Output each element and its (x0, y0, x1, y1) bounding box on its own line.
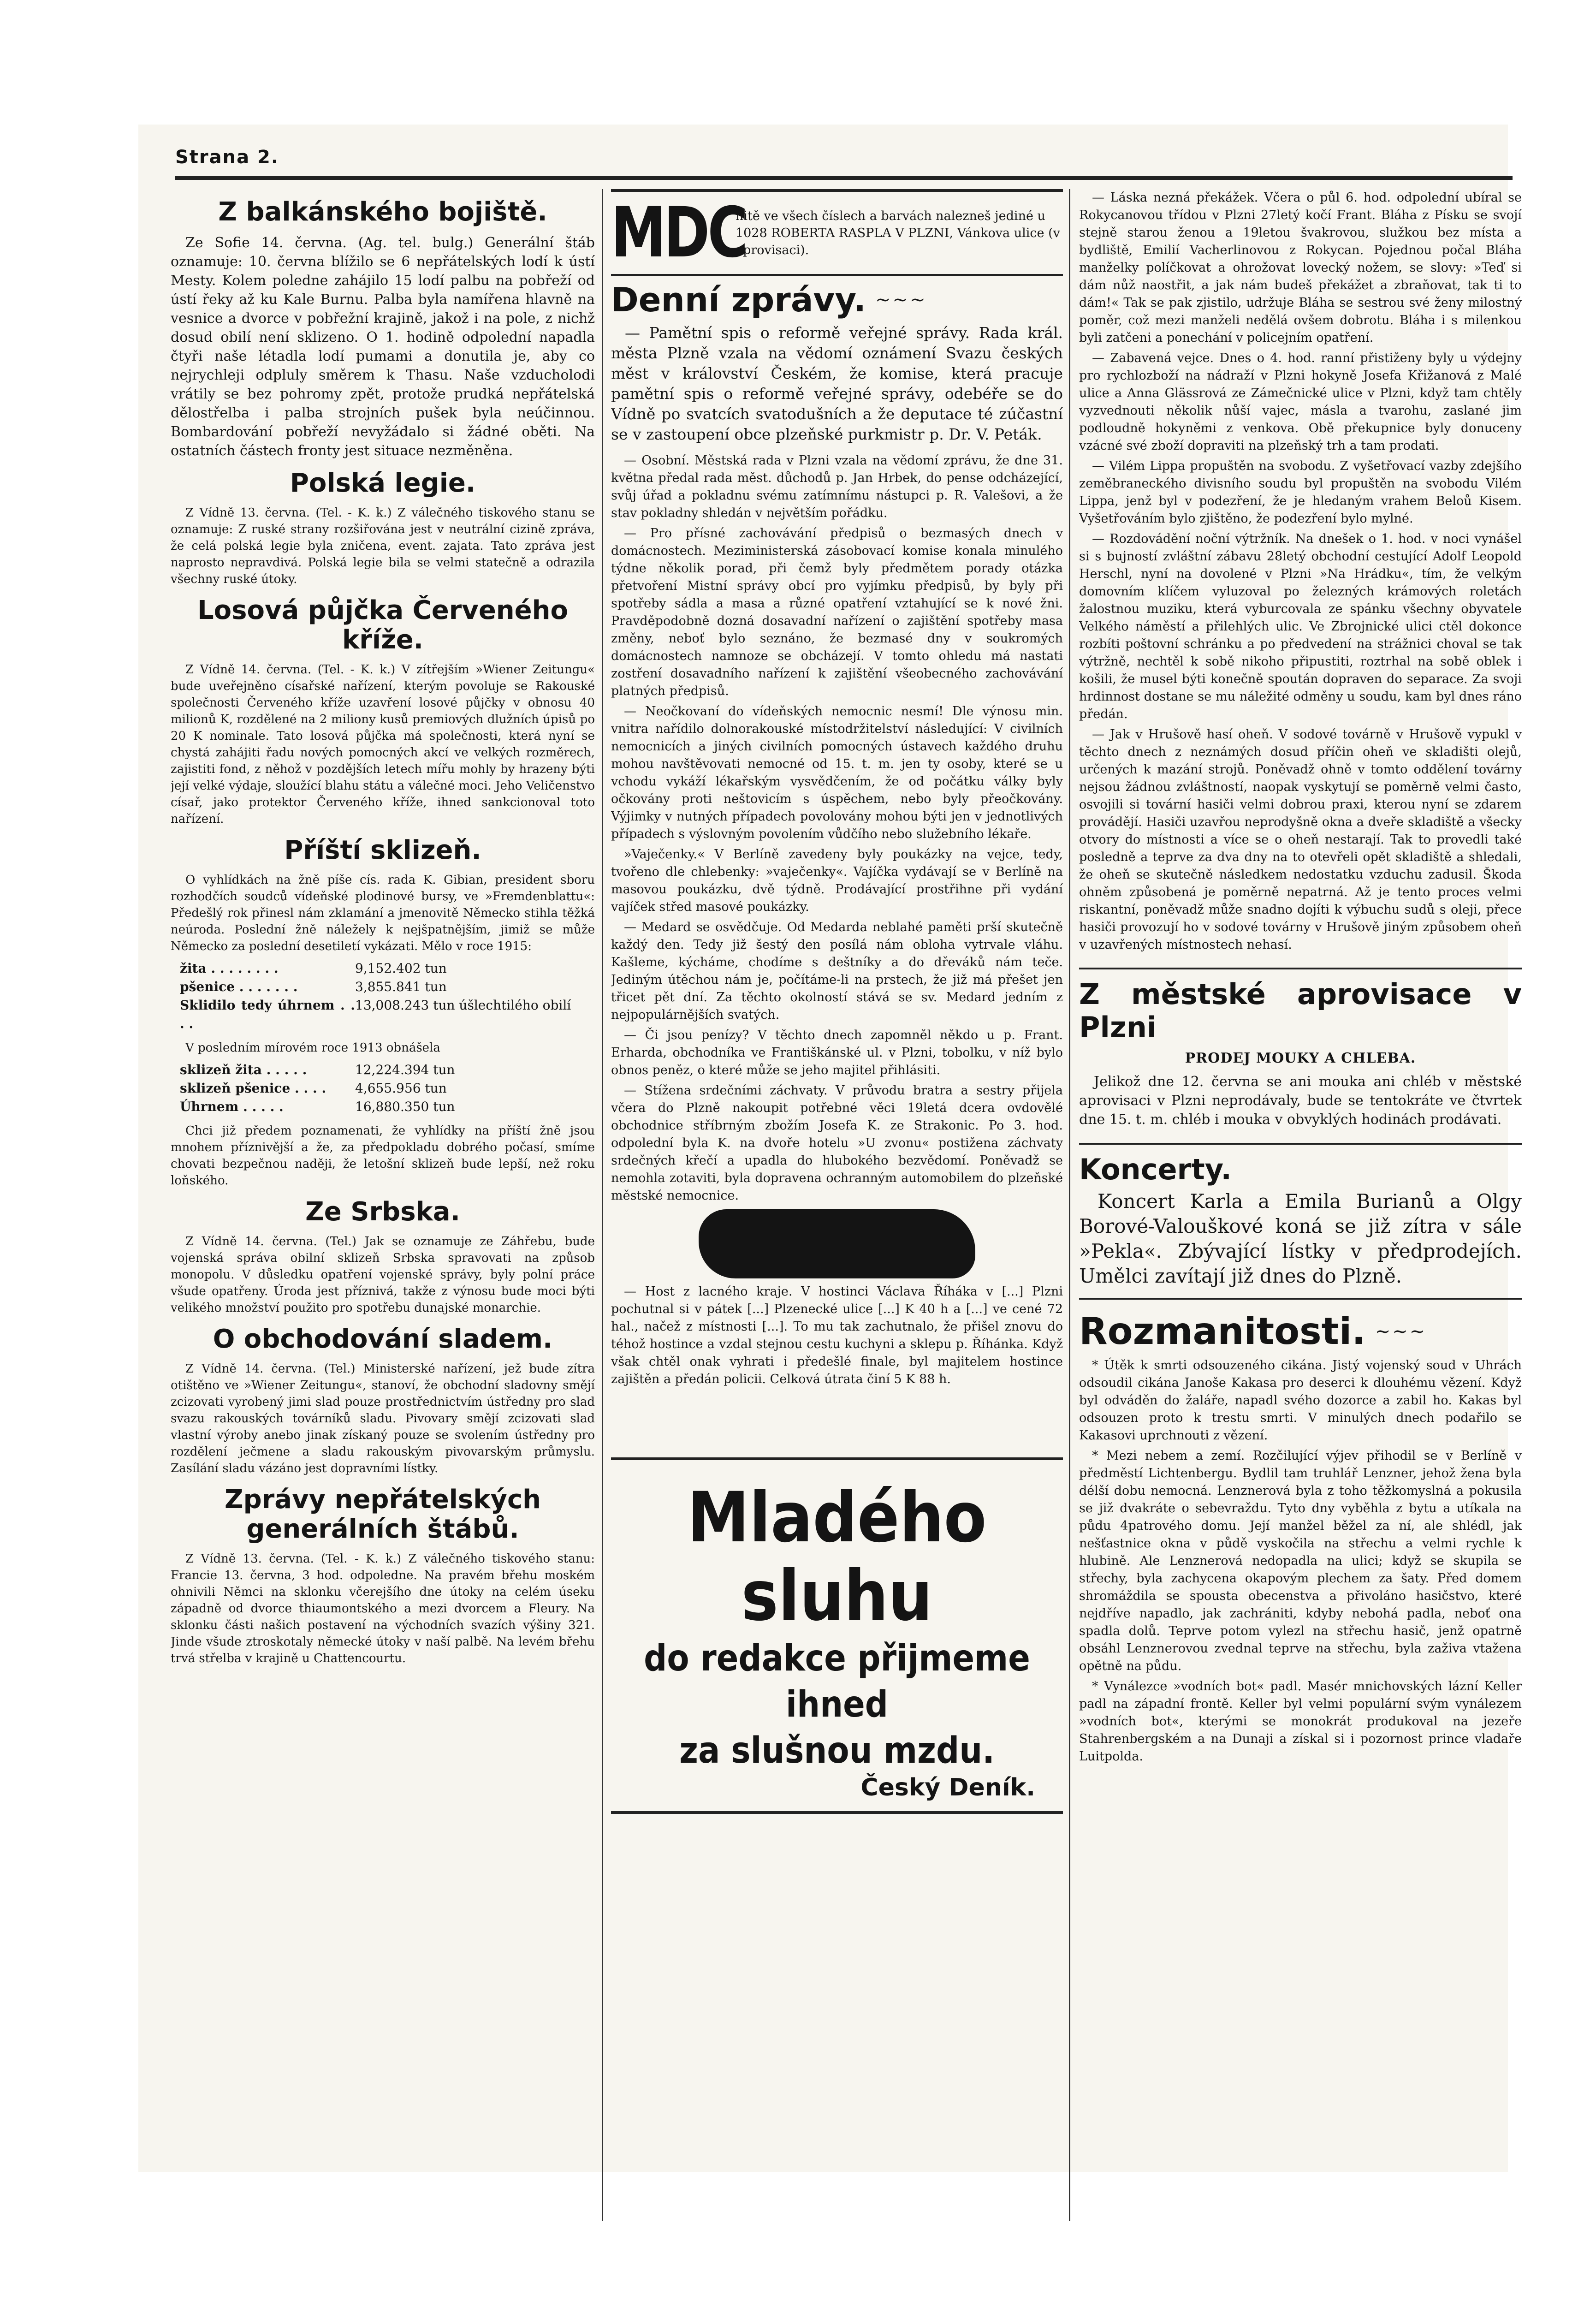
job-advertisement (611, 1457, 1063, 1814)
section-header (611, 281, 1063, 318)
news-item: — Host z lacného kraje. V hostinci Václava Říháka v [...] Plzni pochutnal si v pátek [...] Plzenecké ulice [...] K 40 h a [...] ve cené 72 hal., načež z místnosti [...]. To mu tak zachutnalo, že přišel znovu do téhož hostince a vzdal stejnou cestu kuchyni a sklepu p. Říhánka. Když však chtěl onak vyhrati i předešlé finale, byl majitelem hostince zajištěn a předán policii. Celková útrata činí 5 K 88 h. (611, 1284, 1063, 1386)
column-divider (602, 189, 603, 2221)
article-title: Z balkánského bojiště. (218, 197, 547, 227)
section-divider (1079, 1298, 1522, 1300)
ad-signature: Český Deník. (860, 1774, 1035, 1801)
news-item: — Vilém Lippa propuštěn na svobodu. Z vyšetřovací vazby zdejšího zeměbraneckého divisního soudu byl propuštěn na svobodu Vilém Lippa, jenž byl v podezření, že je hledaným vrahem Beloů Kisem. Vyšetřováním bylo zjištěno, že podezření bylo mylné. (1079, 459, 1522, 526)
news-item: — Zabavená vejce. Dnes o 4. hod. ranní přistiženy byly u výdejny pro rychlozboží na nádraží v Plzni hokyně Josefa Křižanová z Malé ulice a Anna Glässrová ze Zámečnické ulice v Plzni, když tam chtěly vyzvednouti několik nůší vajec, másla a tvarohu, zaslané jim podloudně hokyněmi z venkova. Obě překupnice byly donuceny vzácné své zboží dopraviti na plzeňský trh a tam prodati. (1079, 351, 1522, 453)
ad-text: nitě ve všech číslech a barvách nalezneš jediné u 1028 ROBERTA RASPLA V PLZNI, Vánkova ulice (v aprovisaci). (736, 208, 1060, 257)
section-header (1079, 1311, 1522, 1352)
news-item: — Neočkovaní do vídeňských nemocnic nesmí! Dle výnosu min. vnitra nařídilo dolnorakouské místodržitelství následující: V civilních nemocnicích a jiných civilních pomocných ústavech každého druhu mohou navštěvovati nemocné od 15. t. m. jen ty osoby, které se u vchodu vykáží lékařským vysvědčením, že od počátku války byly očkovány proti neštovicím s úspěchem, nebo byly přeočkovány. Výjimky v nutných případech povolovány mohou býti jen v jednotlivých případech s výslovným povolením vůdčího nebo služebního lékaře. (611, 704, 1063, 841)
news-item: * Vynálezce »vodních bot« padl. Masér mnichovských lázní Keller padl na západní frontě. Keller byl velmi populární svým vynálezem »vodních bot«, kterými se monokrát produkoval na jezeře Stahrenbergském a na Dunaji a získal si i pozornost prince vladaře Luitpolda. (1079, 1679, 1522, 1764)
news-item: * Mezi nebem a zemí. Rozčilující výjev přihodil se v Berlíně v předměstí Lichtenbergu. Bydlil tam truhlář Lenzner, jehož žena byla délší dobu nemocná. Lenznerová byla z toho těžkomyslná a pokusila se již dvakráte o sebevraždu. Tyto dny vyběhla z bytu a utíkala na půdu 4patrového domu. Její manžel běžel za ní, ale shlédl, jak nešťastnice okna v půdě vyskočila na střechu a velmi rychle k hlubině. Ale Lenznerová nedopadla na ulici; když se skupila se střechy, byla zachycena okapovým plechem za šaty. Před domem shromáždila se spousta obecenstva a přivoláno hasičstvo, které nejdříve napadlo, jak zachrániti, kdyby nebohá padla, neboť ona spadla dolů. Teprve potom vylezl na střechu hasič, jenž opatrně obsáhl Lenznerovou zvednal teprve na střechu, byla zaživa vtažena opětně na půdu. (1079, 1449, 1522, 1673)
table-row: pšenice . . . . . . . 3,855.841 tun (180, 979, 447, 994)
article-text: Chci již předem poznamenati, že vyhlídky na příští žně jsou mnohem příznivější a že, za předpokladu dobrého počasí, smíme chovati bezpečnou naději, že letošní sklizeň bude lepší, než roku loňského. (171, 1124, 595, 1188)
news-item: — Rozdovádění noční výtržník. Na dnešek o 1. hod. v noci vynášel si s bujností zvláštní zábavu 28letý obchodní cestující Adolf Leopold Herschl, nyní na dovolené v Plzni »Na Hrádku«, tím, že velkým domovním klíčem vyluzoval po železných krámových roletách žalostnou muziku, která vyburcovala ze spánku všechny obyvatele Velkého náměstí a přilehlých ulic. Ve Zbrojnické ulici ctěl dokonce rozbíti poštovní schránku a po předvedení na strážnici choval se tak výtržně, nechtěl k sobě nikoho připustiti, roztrhal na sobě oblek i košili, že musel býti konečně spoután dopraven do separace. Za svoji hrdinnost dostane se mu náležité odměny u soudu, kam byl dnes ráno předán. (1079, 532, 1522, 721)
article-text: Z Vídně 14. června. (Tel.) Jak se oznamuje ze Záhřebu, bude vojenská správa obilní sklizeň Srbska spravovati na způsob monopolu. V důsledku opatření vojenské správy, byly polní práce všude opatřeny. Úroda jest příznivá, takže z výnosu bude moci býti velikého množství použito pro spotřebu dunajské monarchie. (171, 1235, 595, 1315)
news-item: — Stížena srdečními záchvaty. V průvodu bratra a sestry přijela včera do Plzně nakoupit potřebné věci 19letá dcera ovdovělé obchodnice stříbrným zbožím Josefa K. ze Strakonic. Po 3. hod. odpolední byla K. na dvoře hotelu »U zvonu« postižena záchvaty srdečných křečí a upadla do hlubokého bezvědomí. Poněvadž se nemohla zotaviti, byla dopravena ochranným automobilem do plzeňské městské nemocnice. (611, 1083, 1063, 1203)
mdc-logo: MDC (611, 193, 746, 273)
section-title: Z městské aprovisace v Plzni (1079, 977, 1522, 1044)
concert-text: Koncert Karla a Emila Burianů a Olgy Borové-Valouškové koná se již zítra v sále »Pekla«. Zbývající lístky v předprodejích. Umělci zavítají již dnes do Plzně. (1079, 1190, 1522, 1287)
concerts-section (1079, 1143, 1522, 1289)
harvest-table (171, 959, 595, 1033)
section-title: Denní zprávy. (611, 280, 866, 319)
article-text: V posledním mírovém roce 1913 obnášela (185, 1041, 440, 1055)
news-item: »Vaječenky.« V Berlíně zavedeny byly poukázky na vejce, tedy, tvořeno dle chlebenky: »vaječenky«. Vajíčka vydávají se v Berlíně na masovou poukázku, dvě týdně. Prodávající prostřihne při vydání vajíček střed masové poukázky. (611, 847, 1063, 914)
news-item: * Útěk k smrti odsouzeného cikána. Jistý vojenský soud v Uhrách odsoudil cikána Janoše Kakasa pro deserci k dlouhému vězení. Když byl odváděn do žaláře, napadl svého dozorce a zabil ho. Kakas byl odsouzen proto k trestu smrti. V minulých dnech podařilo se Kakasovi uprchnouti z vězení. (1079, 1358, 1522, 1443)
header-rule (175, 176, 1513, 180)
article-text: Z Vídně 13. června. (Tel. - K. k.) Z válečného tiskového stanu: Francie 13. června, 3 hod. odpoledne. Na pravém břehu moském ohnivili Němci na sklonku včerejšího dne útoky na celém úseku západně od dvorce thiaumontského a mezi dvorcem a Fleury. Na sklonku části našich postavení na východních svazích výšiny 321. Jinde všude ztroskotaly německé útoky v naší palbě. Na levém břehu trvá střelba v krajině u Chattencourtu. (171, 1552, 595, 1665)
lead-article: — Pamětní spis o reformě veřejné správy. Rada král. města Plzně vzala na vědomí oznámení Svazu českých měst v království Českém, že komise, která pracuje pamětní spis o reformě veřejné správy, odebéře se do Vídně po svatcích svatodušních a že deputace té zúčastní se v zastoupení obce plzeňské purkmistr p. Dr. V. Peták. (611, 324, 1063, 443)
page-number: Strana 2. (175, 147, 279, 168)
article-title: Polská legie. (290, 468, 476, 498)
table-row: sklizeň žita . . . . . 12,224.394 tun (180, 1062, 455, 1077)
article-text: Z Vídně 13. června. (Tel. - K. k.) Z válečného tiskového stanu se oznamuje: Z ruské strany rozšiřována jest v neutrální cizině zpráva, že celá polská legie byla zničena, event. zajata. Tato zpráva jest naprosto nepravdivá. Polská legie bila se velmi statečně a odrazila všechny ruské útoky. (171, 506, 595, 586)
news-item: — Láska nezná překážek. Včera o půl 6. hod. odpolední ubíral se Rokycanovou třídou v Plzni 27letý kočí Frant. Bláha z Písku se svojí stejně starou ženou a 19letou švakrovou, služkou bez místa a bydliště, Emilií Vacherlinovou z Rokycan. Pojednou počal Bláha manželky políčkovat a ohrožovat lovecký nožem, se slovy: »Teď si dám nůž naostřit, a jak nám budeš překážet a zbraňovat, tak ti to dám!« Tak se pak zjistilo, udržuje Bláha se sestrou své ženy milostný poměr, což mezi manželi nedělá ovšem dobrotu. Bláha i s milenkou byli zatčeni a ponechání v policejním opatření. (1079, 190, 1522, 345)
section-subtitle: PRODEJ MOUKY A CHLEBA. (1185, 1050, 1416, 1066)
table-row: žita . . . . . . . . 9,152.402 tun (180, 961, 447, 976)
table-row: Úhrnem . . . . . 16,880.350 tun (180, 1099, 455, 1114)
mdc-advertisement (611, 189, 1063, 276)
article-title: Zprávy nepřátelských generálních štábů. (224, 1485, 541, 1544)
harvest-table (171, 1061, 595, 1116)
article-title: Příští sklizeň. (284, 835, 481, 865)
section-title: Koncerty. (1079, 1153, 1232, 1186)
section-title: Rozmanitosti. (1079, 1310, 1366, 1353)
article-title: Losová půjčka Červeného kříže. (197, 595, 568, 655)
redaction-mark (699, 1209, 975, 1278)
article-text: Z Vídně 14. června. (Tel. - K. k.) V zítřejším »Wiener Zeitungu« bude uveřejněno císařské nařízení, kterým povoluje se Rakouské společnosti Červeného kříže uzavření losové půjčky v obnosu 40 milionů K, rozdělené na 2 miliony kusů premiových dlužních úpisů po 20 K nominale. Tato losová půjčka má společnosti, která nyní se chystá zahájiti řadu nových pomocných akcí ve velkých rozměrech, zajistiti fond, z něhož v pozdějších letech mířu mohly by hrazeny býti její velké výdaje, sloužící blahu státu a válečné moci. Jeho Veličenstvo císař, jako protektor Červeného kříže, ihned sankcionoval toto nařízení. (171, 663, 595, 826)
article-title: Ze Srbska. (305, 1197, 460, 1227)
article-text: Ze Sofie 14. června. (Ag. tel. bulg.) Generální štáb oznamuje: 10. června blížilo se 6 nepřátelských lodí k ústí Mesty. Kolem poledne zahájilo 15 lodí palbu na pobřeží od ústí řeky až ku Kale Burnu. Palba byla namířena hlavně na vesnice a dvorce v pobřežní krajině, jakož i na pole, z nichž dosud obilí není sklizeno. O 1. hodině odpolední napadla čtyři naše létadla lodí pumami a donutila je, aby co nejrychleji odpluly směrem k Thasu. Naše vzducholodi vrátily se bez pohromy zpět, protože prudká nepřátelská dělostřelba i palba strojních pušek byla neúčinnou. Bombardování pobřeží nevyžádalo si žádné oběti. Na ostatních částech fronty jest situace nezměněna. (171, 235, 595, 459)
news-item: — Jak v Hrušově hasí oheň. V sodové továrně v Hrušově vypukl v těchto dnech z neznámých dosud příčin oheň ve skladišti olejů, určených k mazání strojů. Poněvadž ohně v tomto oddělení továrny nejsou žádnou zvláštností, naopak vyskytují se poměrně velmi často, osvojili si tovární hasiči velmi dobrou praxi, kterou nyní se zdarem provádějí. Hasiči uzavřou neprodyšně okna a dveře skladiště a všecky otvory do místnosti a více se o oheň nestarají. Tak to provedli také posledně a teprve za dva dny na to otevřeli opět skladiště a shledali, že oheň se skutečně následkem nedostatku vzduchu zadusil. Škoda ohněm způsobená je poměrně nepatrná. Až je tento proces velmi riskantní, poněvadž může snadno dojíti k výbuchu sudů s oleji, přece hasiči provozují ho v sodové továrny v Hrušově jiným způsobem oheň v uzavřených místnostech nehasí. (1079, 727, 1522, 952)
ornament-icon: ~~~ (1375, 1320, 1427, 1342)
table-row: Sklidilo tedy úhrnem . . . . 13,008.243 tun úšlechtilého obilí (180, 998, 571, 1031)
table-row: sklizeň pšenice . . . . 4,655.956 tun (180, 1081, 447, 1096)
column-divider (1069, 189, 1070, 2221)
column-1 (171, 189, 595, 2221)
article-text: Z Vídně 14. června. (Tel.) Ministerské nařízení, jež bude zítra otištěno ve »Wiener Zeitungu«, stanoví, že obchodní sladovny smějí zcizovati vyrobený jimi slad pouze prostřednictvím ústředny pro slad svazu rakouských továrníků sladu. Pivovary smějí zcizovati slad vlastní výroby anebo jinak získaný pouze se svolením ústředny pro rozdělení ječmene a sladu rakouským pivovarským průmyslu. Zasílání sladu vázáno jest dopravními lístky. (171, 1362, 595, 1475)
column-3 (1079, 189, 1522, 2221)
ad-line: do redakce přijmeme ihned (644, 1638, 1030, 1725)
article-text: O vyhlídkách na žně píše cís. rada K. Gibian, president sboru rozhodčích soudců vídeňské plodinové bursy, ve »Fremdenblattu«: Předešlý rok přinesl nám zklamání a jmenovitě Německo stihla těžká neúroda. Poslední žně náležely k nejšpatnějším, jimiž se může Německo za poslední desetiletí vykázati. Mělo v roce 1915: (171, 873, 595, 953)
news-item: — Medard se osvědčuje. Od Medarda neblahé paměti prší skutečně každý den. Tedy již šestý den posílá nám obloha vytrvale vláhu. Kašleme, kýcháme, chodíme s deštníky a do dřeváků nám teče. Jediným útěchou nám je, počítáme-li na prstech, že již má přešet jen třicet pět dní. Za těchto okolností stává se sv. Medard jedním z nejpopulárnějších svatých. (611, 920, 1063, 1022)
news-item: — Osobní. Městská rada v Plzni vzala na vědomí zprávu, že dne 31. května předal rada měst. důchodů p. Jan Hrbek, do pense odcházející, svůj úřad a pokladnu svému zatímnímu nástupci p. R. Valešovi, a že stav pokladny shledán v největším pořádku. (611, 453, 1063, 520)
news-item: — Pro přísné zachovávání předpisů o bezmasých dnech v domácnostech. Meziministerská zásobovací komise konala minulého týdne několik porad, při čemž byly předmětem porady otázka přetvoření Mistní správy obcí pro vyjímku předpisů, by byly při spotřeby sádla a masa a různé opatření vztahující se k nové žni. Pravděpodobně dozná dosavadní nařízení o zajištění spotřeby masa změny, neboť bylo seznáno, že bezmasé dny v soukromých domácnostech namnoze se obcházejí. V tomto ohledu má nastati zostření dosavadního nařízení k zajištění všeobecného zachovávání platných předpisů. (611, 526, 1063, 698)
ad-headline: Mladého sluhu (687, 1478, 987, 1636)
article-title: O obchodování sladem. (213, 1324, 553, 1354)
article-text: Jelikož dne 12. června se ani mouka ani chléb v městské aprovisaci v Plzni neprodávaly, bude se tentokráte ve čtvrtek dne 15. t. m. chléb i mouka v obvyklých hodinách prodávati. (1079, 1074, 1522, 1128)
ornament-icon: ~~~ (875, 289, 927, 310)
aprovisace-section (1079, 968, 1522, 1129)
news-item: — Či jsou penízy? V těchto dnech zapomněl někdo u p. Frant. Erharda, obchodníka ve Františkánské ul. v Plzni, tobolku, v níž bylo obnos peněz, o které může se jeho majitel přihlásiti. (611, 1028, 1063, 1077)
ad-line: za slušnou mzdu. (679, 1730, 995, 1771)
column-2 (611, 189, 1063, 2221)
